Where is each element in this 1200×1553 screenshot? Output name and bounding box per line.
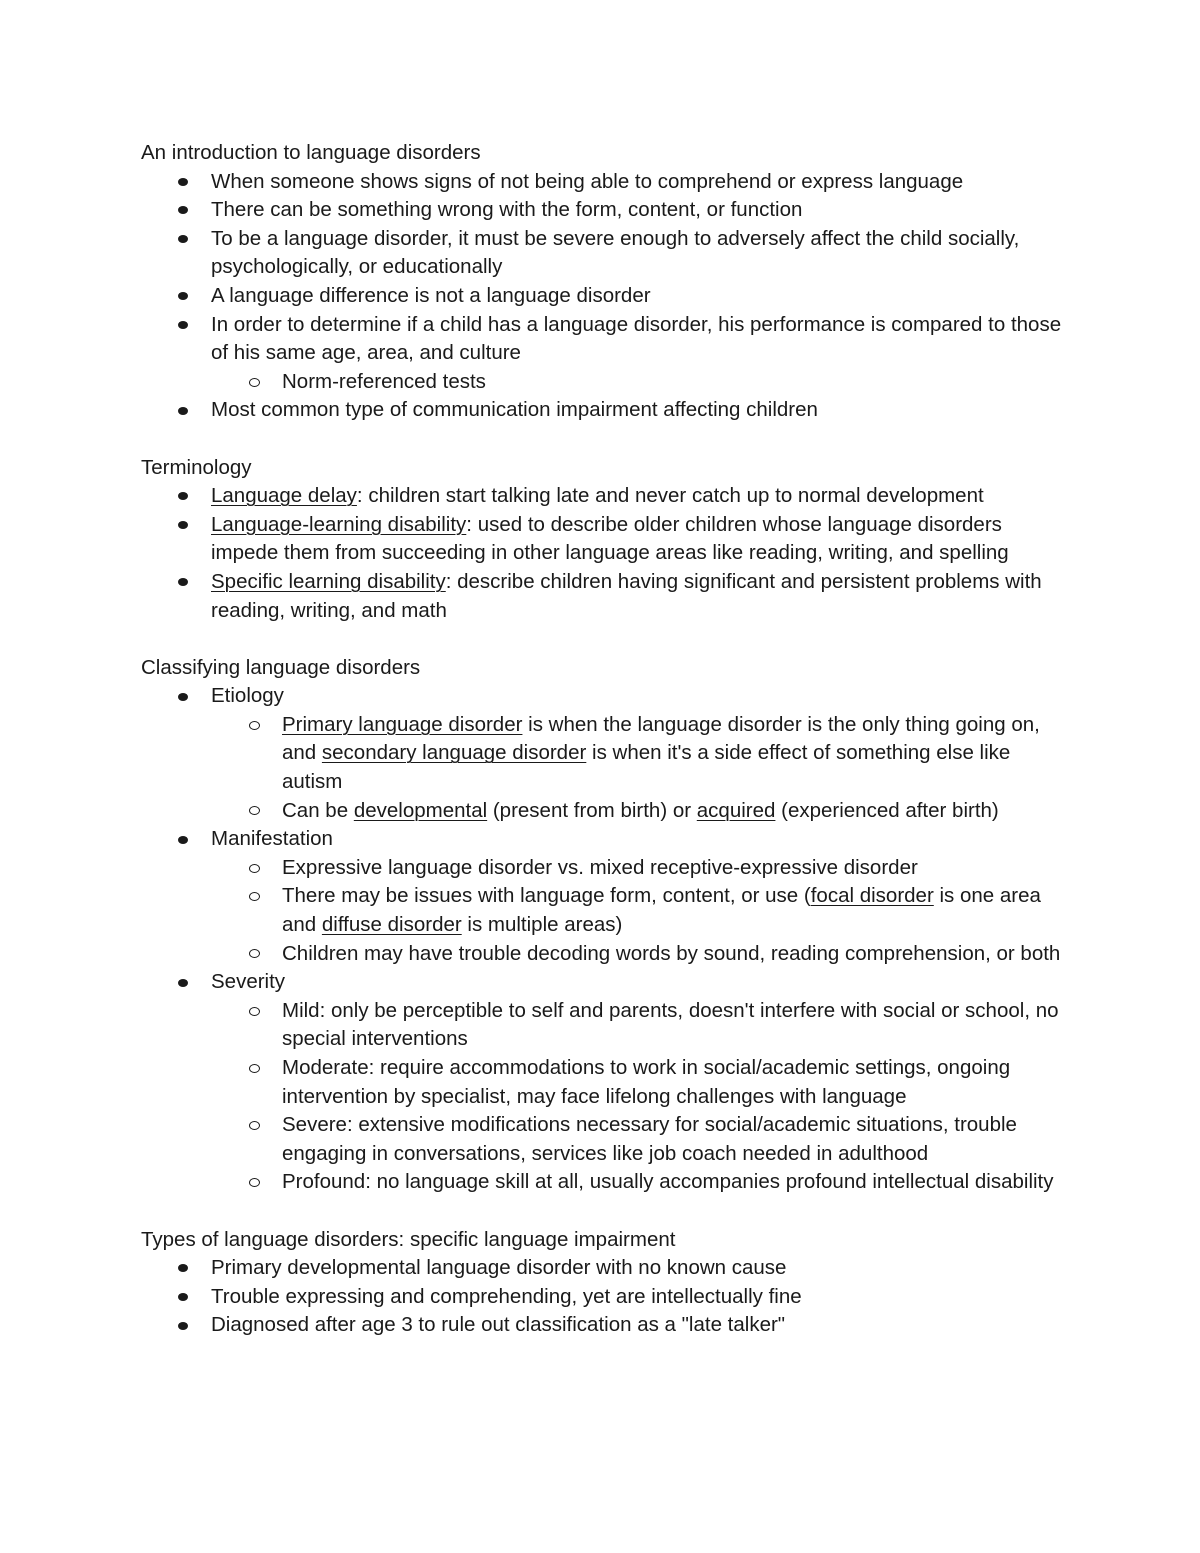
underlined-term: focal disorder	[810, 884, 934, 908]
list-item	[141, 196, 1071, 225]
item-text: is one area and	[282, 884, 1041, 937]
section	[141, 454, 1071, 626]
list-item	[141, 311, 1071, 368]
item-text: There can be something wrong with the form, content, or function	[211, 198, 803, 222]
item-text: Moderate: require accommodations to work in social/academic settings, ongoing intervention by specialist, may face lifelong challenges with language	[282, 1056, 1011, 1108]
bullet-list	[141, 482, 1071, 625]
filled-bullet-icon	[178, 225, 188, 254]
hollow-bullet-icon	[249, 797, 260, 826]
section-heading: Types of language disorders: specific language impairment	[141, 1227, 676, 1251]
list-item	[141, 168, 1071, 197]
bullet-list	[141, 682, 1071, 1197]
item-text: There may be issues with language form, content, or use (	[282, 884, 811, 908]
underlined-term: Primary language disorder	[282, 712, 523, 736]
item-text: is when it's a side effect of something else like autism	[282, 741, 1011, 794]
underlined-term: Language-learning disability	[211, 512, 467, 536]
item-text: : children start talking late and never catch up to normal development	[356, 484, 984, 508]
section-heading: Classifying language disorders	[141, 655, 421, 679]
item-text: Severe: extensive modifications necessary for social/academic situations, trouble engaging in conversations, services like job coach needed in adulthood	[282, 1113, 1017, 1165]
bullet-list	[141, 1254, 1071, 1340]
item-text: Manifestation	[211, 827, 333, 851]
underlined-term: developmental	[353, 798, 488, 822]
filled-bullet-icon	[178, 396, 188, 425]
item-text: Primary developmental language disorder with no known cause	[211, 1256, 787, 1280]
section-heading: An introduction to language disorders	[141, 141, 481, 164]
filled-bullet-icon	[178, 1254, 188, 1283]
item-text: Etiology	[211, 684, 284, 708]
list-item	[141, 1254, 1071, 1283]
list-item	[141, 1311, 1071, 1340]
filled-bullet-icon	[178, 1311, 188, 1340]
filled-bullet-icon	[178, 196, 188, 225]
item-text: Profound: no language skill at all, usually accompanies profound intellectual disability	[282, 1170, 1054, 1194]
list-item	[141, 396, 1071, 425]
filled-bullet-icon	[178, 282, 188, 311]
filled-bullet-icon	[178, 311, 188, 340]
filled-bullet-icon	[178, 1283, 188, 1312]
item-text: (experienced after birth)	[775, 798, 999, 822]
list-item	[141, 282, 1071, 311]
item-text: Mild: only be perceptible to self and parents, doesn't interfere with social or school, no special interventions	[282, 998, 1059, 1051]
list-item	[141, 225, 1071, 282]
list-item	[141, 568, 1071, 625]
sub-list-item	[141, 1111, 1071, 1168]
sub-list-item	[141, 882, 1071, 939]
list-item	[141, 968, 1071, 997]
underlined-term: acquired	[696, 798, 776, 822]
filled-bullet-icon	[178, 168, 188, 197]
sub-list-item	[141, 368, 1071, 397]
hollow-bullet-icon	[249, 940, 260, 969]
hollow-bullet-icon	[249, 1054, 260, 1083]
hollow-bullet-icon	[249, 1168, 260, 1197]
sub-list-item	[141, 711, 1071, 797]
hollow-bullet-icon	[249, 711, 260, 740]
item-text: : describe children having significant and persistent problems with reading, writing, and math	[211, 569, 1042, 622]
section	[141, 654, 1071, 1197]
section	[141, 139, 1071, 425]
filled-bullet-icon	[178, 482, 188, 511]
item-text: : used to describe older children whose language disorders impede them from succeeding in other language areas like reading, writing, and spelling	[211, 512, 1009, 565]
filled-bullet-icon	[178, 682, 188, 711]
section	[141, 1226, 1071, 1340]
list-item	[141, 482, 1071, 511]
underlined-term: diffuse disorder	[321, 913, 462, 937]
item-text: Norm-referenced tests	[282, 369, 486, 393]
item-text: Expressive language disorder vs. mixed receptive-expressive disorder	[282, 855, 918, 879]
sub-list-item	[141, 797, 1071, 826]
underlined-term: secondary language disorder	[321, 741, 587, 765]
filled-bullet-icon	[178, 825, 188, 854]
item-text: A language difference is not a language disorder	[211, 283, 651, 307]
hollow-bullet-icon	[249, 882, 260, 911]
list-item	[141, 825, 1071, 854]
sub-list-item	[141, 1054, 1071, 1111]
list-item	[141, 511, 1071, 568]
sub-list-item	[141, 997, 1071, 1054]
sub-list-item	[141, 854, 1071, 883]
underlined-term: Language delay	[211, 484, 357, 508]
item-text: (present from birth) or	[487, 798, 697, 822]
list-item	[141, 682, 1071, 711]
item-text: Severity	[211, 970, 286, 994]
item-text: Can be	[282, 798, 354, 822]
filled-bullet-icon	[178, 568, 188, 597]
bullet-list	[141, 168, 1071, 425]
sub-list-item	[141, 1168, 1071, 1197]
hollow-bullet-icon	[249, 997, 260, 1026]
item-text: Diagnosed after age 3 to rule out classification as a "late talker"	[211, 1313, 786, 1337]
hollow-bullet-icon	[249, 1111, 260, 1140]
filled-bullet-icon	[178, 968, 188, 997]
hollow-bullet-icon	[249, 854, 260, 883]
underlined-term: Specific learning disability	[211, 569, 446, 593]
document-page	[141, 139, 1071, 1369]
item-text: is when the language disorder is the only thing going on, and	[282, 712, 1040, 765]
sub-list-item	[141, 940, 1071, 969]
section-heading: Terminology	[141, 455, 252, 479]
item-text: Children may have trouble decoding words by sound, reading comprehension, or both	[282, 941, 1061, 965]
hollow-bullet-icon	[249, 368, 260, 397]
item-text: Most common type of communication impairment affecting children	[211, 398, 818, 422]
item-text: Trouble expressing and comprehending, yet are intellectually fine	[211, 1284, 802, 1308]
item-text: is multiple areas)	[461, 913, 623, 937]
filled-bullet-icon	[178, 511, 188, 540]
item-text: In order to determine if a child has a language disorder, his performance is compared to those of his same age, area, and culture	[211, 312, 1062, 365]
item-text: When someone shows signs of not being able to comprehend or express language	[211, 169, 964, 193]
item-text: To be a language disorder, it must be severe enough to adversely affect the child socially, psychologically, or educationally	[211, 226, 1020, 279]
list-item	[141, 1283, 1071, 1312]
